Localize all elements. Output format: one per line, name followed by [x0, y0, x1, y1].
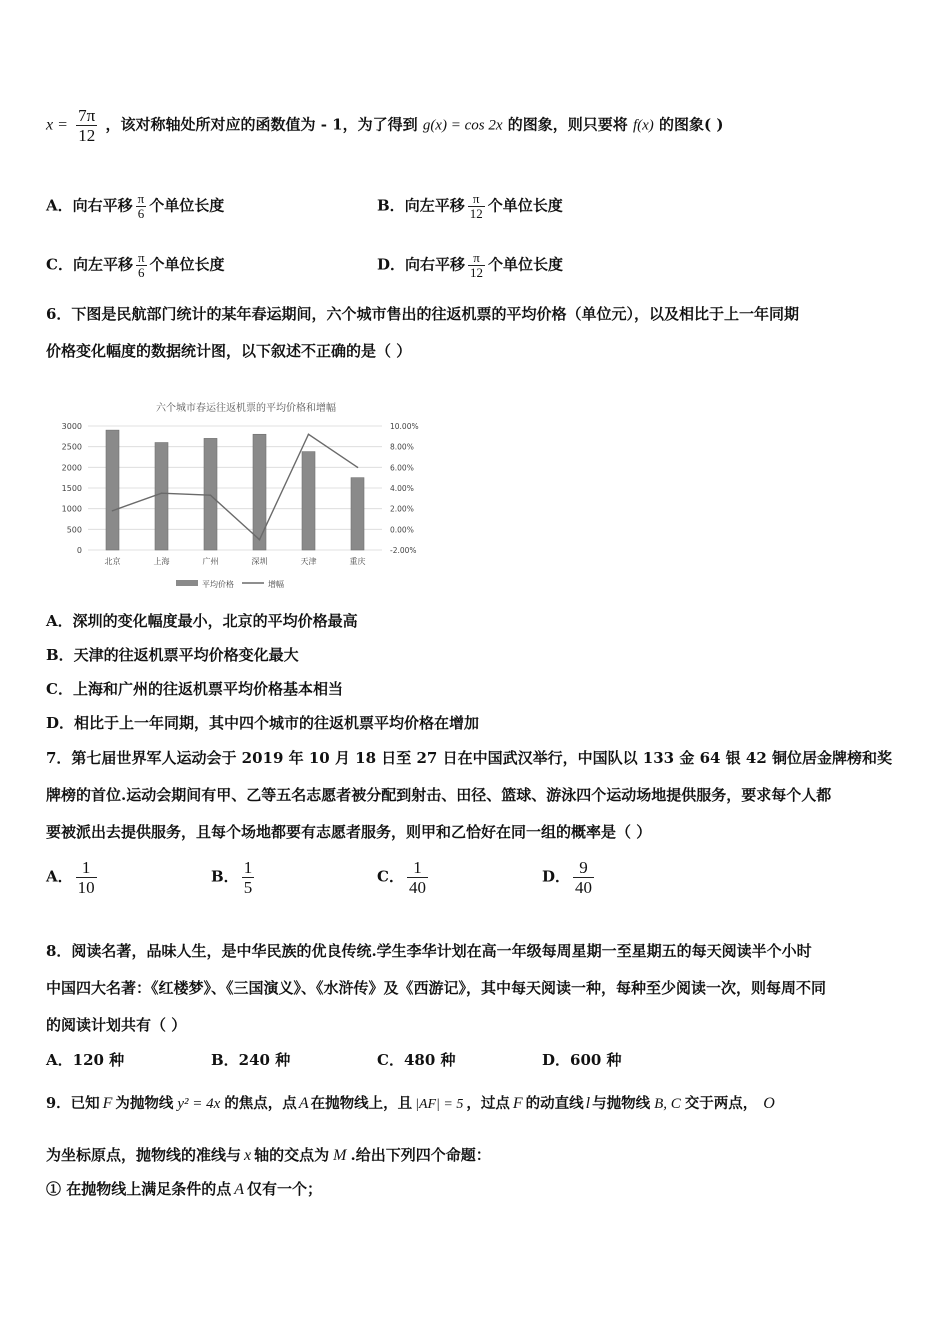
- q5-text-2: 的图象，则只要将: [507, 115, 628, 134]
- q7-option-a[interactable]: A． $\frac{1}{10}$: [46, 858, 95, 897]
- q7-option-d[interactable]: D． $\frac{9}{40}$: [542, 858, 593, 897]
- q6-option-d[interactable]: D．相比于上一年同期，其中四个城市的往返机票平均价格在增加: [46, 714, 480, 732]
- bar-5: [351, 478, 364, 550]
- q8-option-d[interactable]: D．600 种: [542, 1051, 622, 1069]
- right-tick-label: 8.00%: [390, 442, 414, 452]
- left-tick-label: 2500: [61, 442, 82, 452]
- q8-option-c[interactable]: C．480 种: [377, 1051, 456, 1069]
- q7-option-b[interactable]: B． $\frac{1}{5}$: [211, 858, 253, 897]
- category-label: 北京: [104, 557, 121, 566]
- right-tick-label: 0.00%: [390, 525, 414, 535]
- q5-option-b[interactable]: B．向左平移 $\frac{\pi}{12}$ 个单位长度: [377, 191, 563, 221]
- category-label: 深圳: [251, 557, 268, 566]
- q7-option-c[interactable]: C． $\frac{1}{40}$: [377, 858, 426, 897]
- right-tick-label: 4.00%: [390, 484, 414, 493]
- category-label: 广州: [202, 557, 219, 566]
- g-expression: g(x) = cos 2x: [422, 117, 503, 134]
- symmetry-axis-x: x =: [46, 116, 68, 134]
- q8-option-b[interactable]: B．240 种: [211, 1051, 291, 1069]
- left-tick-label: 1500: [61, 484, 82, 493]
- symmetry-axis-fraction: $\frac{7\pi}{12}$: [78, 106, 96, 145]
- right-tick-label: 10.00%: [390, 422, 419, 431]
- af-distance: |AF| = 5: [415, 1097, 464, 1112]
- bar-2: [204, 438, 217, 550]
- q6-option-c[interactable]: C．上海和广州的往返机票平均价格基本相当: [46, 680, 343, 698]
- q9-stem-line-2: 为坐标原点，抛物线的准线与 x 轴的交点为 M .给出下列四个命题：: [46, 1146, 491, 1164]
- q7-stem-line-2: 牌榜的首位.运动会期间有甲、乙等五名志愿者被分配到射击、田径、篮球、游泳四个运动场地提供服务，要求每个人都: [46, 786, 832, 804]
- f-expression: f(x): [632, 117, 654, 134]
- chart-title: 六个城市春运往返机票的平均价格和增幅: [156, 403, 336, 414]
- left-tick-label: 1000: [61, 504, 82, 514]
- q6-option-a[interactable]: A．深圳的变化幅度最小，北京的平均价格最高: [46, 612, 358, 630]
- category-label: 重庆: [349, 557, 366, 566]
- q5-stem: [46, 106, 723, 145]
- growth-line: [113, 434, 358, 539]
- price-change-chart: [46, 392, 446, 594]
- q8-option-a[interactable]: A．120 种: [46, 1051, 125, 1069]
- right-tick-label: 2.00%: [390, 504, 414, 514]
- q7-stem-line-1: 7．第七届世界军人运动会于 2019 年 10 月 18 日至 27 日在中国武汉举行，中国队以 133 金 64 银 42 铜位居金牌榜和奖: [46, 749, 892, 767]
- growth-point-3: [259, 539, 261, 541]
- legend-line-label: 增幅: [268, 580, 284, 589]
- growth-point-5: [357, 467, 359, 469]
- right-tick-label: -2.00%: [390, 546, 417, 555]
- legend-bar-swatch: [176, 580, 198, 586]
- bar-3: [253, 434, 266, 550]
- bar-1: [155, 443, 168, 550]
- bar-0: [106, 430, 119, 550]
- growth-point-4: [308, 433, 310, 435]
- q9-stem-line-1: 9．已知 F 为抛物线 y² = 4x 的焦点，点 A 在抛物线上，且 |AF| = 5 ，过点 F 的动直线 l 与抛物线 B, C 交于两点， O: [46, 1095, 775, 1112]
- q6-stem-line-2: 价格变化幅度的数据统计图，以下叙述不正确的是（ ）: [46, 342, 412, 360]
- growth-point-1: [161, 492, 163, 494]
- legend-bar-label: 平均价格: [202, 580, 234, 589]
- bar-4: [302, 452, 315, 550]
- q5-text-1: ，该对称轴处所对应的函数值为 - 1，为了得到: [105, 115, 418, 134]
- left-tick-label: 500: [66, 525, 82, 535]
- q6-option-b[interactable]: B．天津的往返机票平均价格变化最大: [46, 646, 299, 664]
- q9-proposition-1: ① 在抛物线上满足条件的点 A 仅有一个；: [46, 1180, 323, 1198]
- left-tick-label: 2000: [61, 463, 82, 473]
- parabola-equation: y² = 4x: [177, 1096, 221, 1112]
- q8-stem-line-2: 中国四大名著：《红楼梦》、《三国演义》、《水浒传》及《西游记》，其中每天阅读一种，每种至少阅读一次，则每周不同: [46, 979, 827, 997]
- q7-stem-line-3: 要被派出去提供服务，且每个场地都要有志愿者服务，则甲和乙恰好在同一组的概率是（ ）: [46, 823, 652, 841]
- left-tick-label: 0: [76, 546, 82, 555]
- growth-point-2: [210, 494, 212, 496]
- growth-point-0: [112, 510, 114, 512]
- left-tick-label: 3000: [61, 422, 82, 431]
- q5-option-c[interactable]: C．向左平移 $\frac{\pi}{6}$ 个单位长度: [46, 250, 225, 280]
- category-label: 天津: [300, 557, 317, 566]
- q5-option-a[interactable]: A．向右平移 $\frac{\pi}{6}$ 个单位长度: [46, 191, 225, 221]
- right-tick-label: 6.00%: [390, 463, 414, 473]
- category-label: 上海: [153, 557, 170, 566]
- q6-stem-line-1: 6．下图是民航部门统计的某年春运期间，六个城市售出的往返机票的平均价格（单位元），以及相比于上一年同期: [46, 305, 799, 323]
- q8-stem-line-1: 8．阅读名著，品味人生，是中华民族的优良传统.学生李华计划在高一年级每周星期一至星期五的每天阅读半个小时: [46, 942, 812, 960]
- q8-stem-line-3: 的阅读计划共有（ ）: [46, 1016, 187, 1034]
- q5-text-3: 的图象( ): [659, 115, 724, 134]
- q5-option-d[interactable]: D．向右平移 $\frac{\pi}{12}$ 个单位长度: [377, 250, 564, 280]
